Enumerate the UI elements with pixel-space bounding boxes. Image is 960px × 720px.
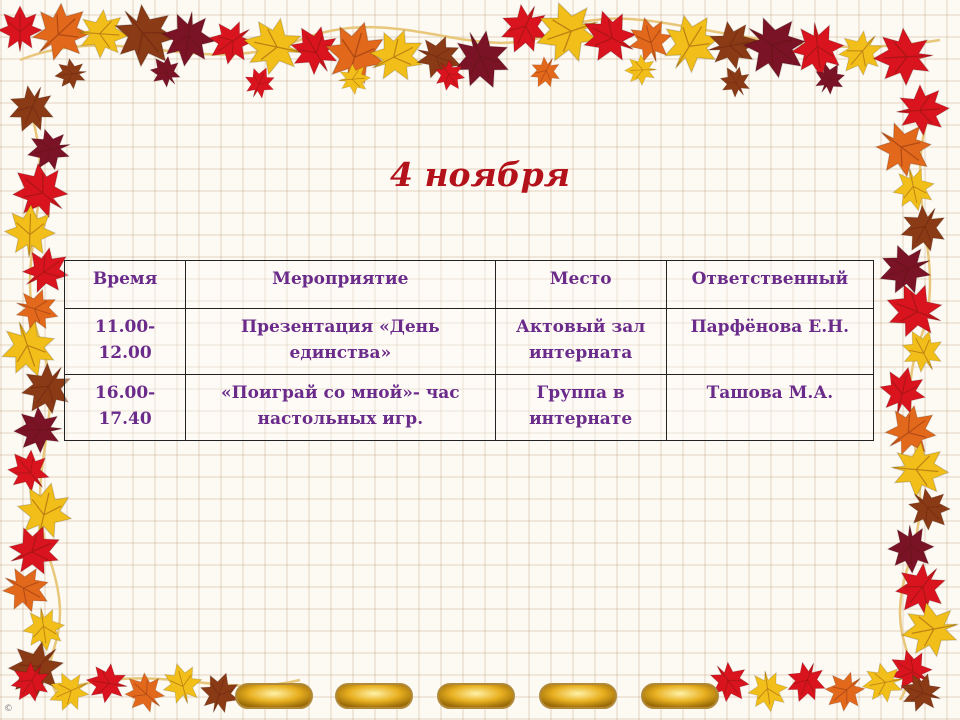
schedule-table bbox=[64, 260, 874, 441]
header-place: Место bbox=[495, 261, 666, 309]
table-row bbox=[65, 375, 874, 441]
maple-leaf-icon bbox=[624, 54, 657, 86]
cell-responsible: Ташова М.А. bbox=[666, 375, 873, 441]
maple-leaf-icon bbox=[889, 440, 951, 500]
copyright-mark: © bbox=[4, 704, 13, 714]
cell-time: 11.00-12.00 bbox=[65, 309, 186, 375]
cell-event: Презентация «День единства» bbox=[186, 309, 495, 375]
maple-leaf-icon bbox=[83, 660, 130, 706]
bottom-beads bbox=[236, 684, 718, 708]
maple-leaf-icon bbox=[116, 664, 173, 720]
cell-time: 16.00-17.40 bbox=[65, 375, 186, 441]
maple-leaf-icon bbox=[53, 56, 89, 91]
maple-leaf-icon bbox=[524, 51, 566, 94]
maple-leaf-icon bbox=[0, 6, 42, 52]
header-time: Время bbox=[65, 261, 186, 309]
page-title: 4 ноября bbox=[390, 155, 570, 194]
cell-place: Группа в интернате bbox=[495, 375, 666, 441]
maple-leaf-icon bbox=[788, 19, 847, 80]
maple-leaf-icon bbox=[780, 656, 832, 709]
header-responsible: Ответственный bbox=[666, 261, 873, 309]
maple-leaf-icon bbox=[872, 27, 935, 87]
cell-event: «Поиграй со мной»- час настольных игр. bbox=[186, 375, 495, 441]
maple-leaf-icon bbox=[887, 524, 936, 575]
table-header-row bbox=[65, 261, 874, 309]
maple-leaf-icon bbox=[895, 83, 951, 137]
header-event: Мероприятие bbox=[186, 261, 495, 309]
maple-leaf-icon bbox=[158, 659, 207, 709]
maple-leaf-icon bbox=[875, 362, 931, 419]
cell-place: Актовый зал интерната bbox=[495, 309, 666, 375]
maple-leaf-icon bbox=[1, 78, 62, 141]
table-row bbox=[65, 309, 874, 375]
maple-leaf-icon bbox=[816, 663, 873, 720]
maple-leaf-icon bbox=[13, 406, 64, 455]
maple-leaf-icon bbox=[745, 668, 790, 715]
cell-responsible: Парфёнова Е.Н. bbox=[666, 309, 873, 375]
